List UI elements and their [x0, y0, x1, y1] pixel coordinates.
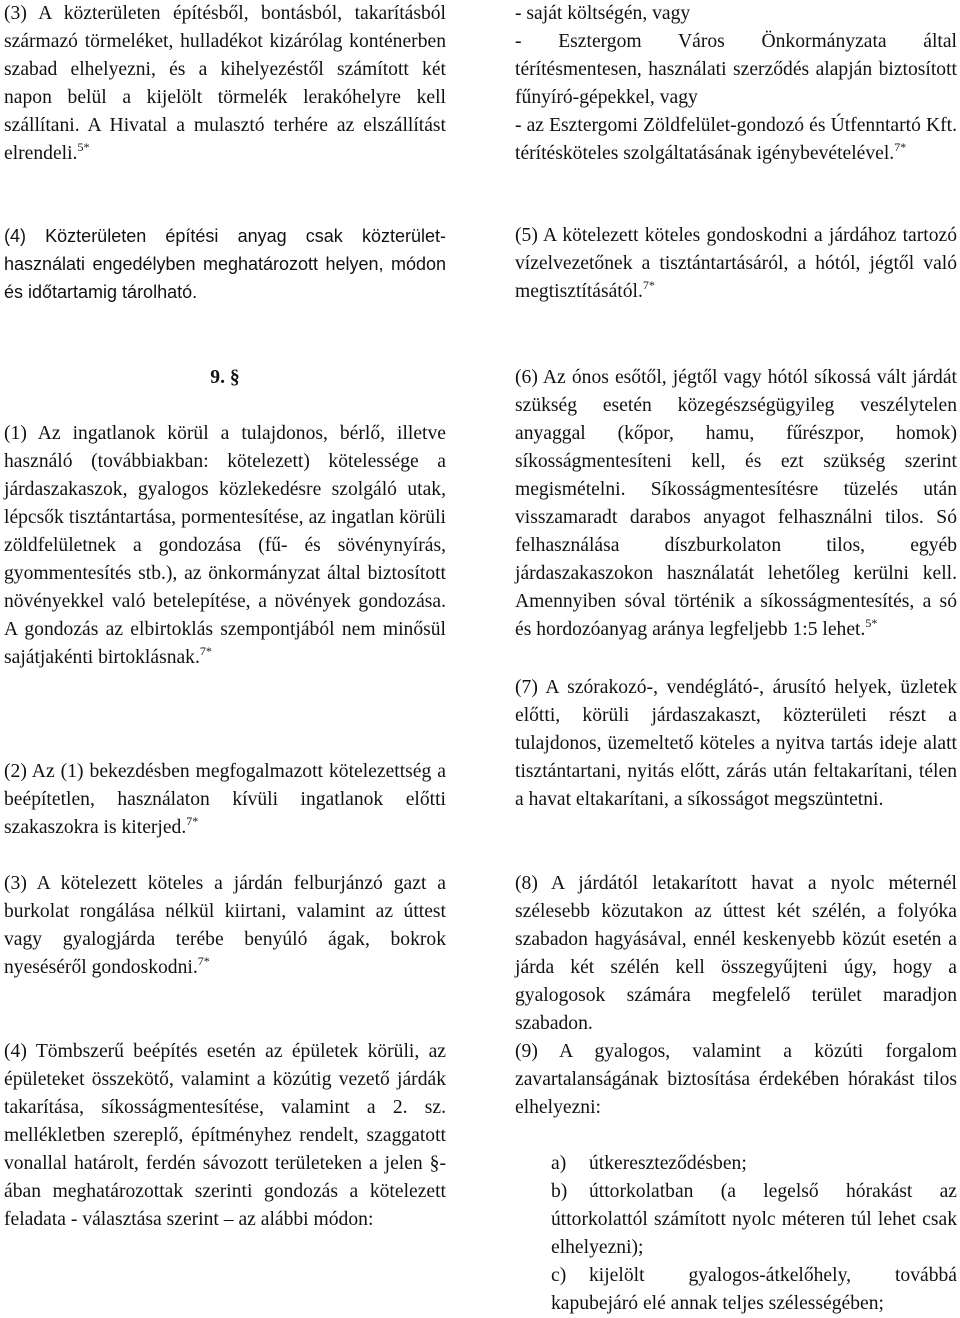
footnote-ref: 7*	[186, 814, 199, 828]
paragraph-9-4: (4) Tömbszerű beépítés esetén az épületek körüli, az épületeket összekötő, valamint a közútig vezető járdák takarítása, síkosságmentesítése, valamint a 2. sz. mellékletben szereplő, építményhez rendelt, szaggatott vonallal határolt, ferdén sávozott területeken a jelen §-ában meghatározottak szerinti gondozás a kötelezett feladata - választása szerint – az alábbi módon:	[4, 1041, 446, 1230]
method-list: - saját költségén, vagy - Esztergom Város Önkormányzata által térítésmentesen, használati szerződés alapján biztosított fűnyíró-gépekkel, vagy - az Esztergomi Zöldfelület-gondozó és Útfenntartó Kft. térítésköteles szolgáltatásának igénybevételével.$^{7*}$	[515, 3, 957, 164]
paragraph-8-4: (4) Közterületen építési anyag csak közterület-használati engedélyben meghatározott helyen, módon és időtartamig tárolható.	[4, 226, 446, 302]
list-item-a: a) útkereszteződésben;	[551, 1153, 747, 1174]
footnote-ref: 7*	[197, 954, 210, 968]
paragraph-9-8: (8) A járdától letakarított havat a nyolc méternél szélesebb közutakon az úttest két szélén, a folyóka szabadon hagyásával, ennél keskenyebb közút esetén a járda két szélén kell összegyűjteni úgy, hogy a gyalogosok számára megfelelő terület maradjon szabadon.	[515, 873, 957, 1034]
paragraph-9-7: (7) A szórakozó-, vendéglátó-, árusító helyek, üzletek előtti, körüli járdaszakaszt, közterületi részt a tulajdonos, üzemeltető köteles a nyitva tartás ideje alatt tisztántartani, nyitás előtt, zárás után feltakarítani, télen a havat eltakarítani, a síkosságot megszüntetni.	[515, 677, 957, 810]
paragraph-9-9: (9) A gyalogos, valamint a közúti forgalom zavartalanságának biztosítása érdekében hórakást tilos elhelyezni:	[515, 1041, 957, 1118]
footnote-ref: 5*	[865, 616, 878, 630]
paragraph-9-1: (1) Az ingatlanok körül a tulajdonos, bérlő, illetve használó (továbbiakban: kötelezett) kötelessége a járdaszakaszok, gyalogos közlekedésre szolgáló utak, lépcsők tisztántartása, pormentesítése, az ingatlan körüli zöldfelületnek a gondozása (fű- és sövénynyírás, gyommentesítés stb.), az önkormányzat által biztosított növényekkel való betelepítése, a növények gondozása. A gondozás az elbirtoklás szempontjából nem minősül sajátjakénti birtoklásnak.$^{7*}$	[4, 423, 446, 668]
footnote-ref: 7*	[894, 140, 907, 154]
paragraph-9-3: (3) A kötelezett köteles a járdán felburjánzó gazt a burkolat rongálása nélkül kiirtani, valamint az úttest vagy gyalogjárda terébe benyúló ágak, bokrok nyeséséről gondoskodni.$^{7*}$	[4, 873, 446, 978]
footnote-ref: 7*	[642, 278, 655, 292]
footnote-ref: 5*	[77, 140, 90, 154]
section-heading: 9. §	[210, 367, 240, 388]
paragraph-8-3: (3) A közterületen építésből, bontásból, takarításból származó törmeléket, hulladékot kizárólag konténerben szabad elhelyezni, és a kihelyezéstől számított két napon belül a kijelölt törmelék lerakóhelyre kell szállítani. A Hivatal a mulasztó terhére az elszállítást elrendeli.$^{5*}$	[4, 3, 446, 164]
paragraph-9-2: (2) Az (1) bekezdésben megfogalmazott kötelezettség a beépítetlen, használaton kívüli ingatlanok előtti szakaszokra is kiterjed.$^{7*}$	[4, 761, 446, 838]
list-item-c: c) kijelölt gyalogos-átkelőhely, továbbá kapubejáró elé annak teljes szélességében;	[551, 1265, 957, 1314]
paragraph-9-5: (5) A kötelezett köteles gondoskodni a járdához tartozó vízelvezetőnek a tisztántartásáról, a hótól, jégtől való megtisztításától.$^{7*}$	[515, 225, 957, 302]
paragraph-9-6: (6) Az ónos esőtől, jégtől vagy hótól síkossá vált járdát szükség esetén közegészségügyileg veszélytelen anyaggal (kőpor, hamu, fűrészpor, homok) síkosságmentesíteni kell, és ezt szükség szerint megismételni. Síkosságmentesítésre tüzelés után visszamaradt darabos anyagot felhasználni tilos. Só felhasználása díszburkolaton tilos, egyéb járdaszakaszokon használatát lehetőleg kerülni kell. Amennyiben sóval történik a síkosságmentesítés, a só és hordozóanyag aránya legfeljebb 1:5 lehet.$^{5*}$	[515, 367, 957, 640]
list-item-b: b) úttorkolatban (a legelső hórakást az úttorkolattól számított nyolc méteren túl lehet csak elhelyezni);	[551, 1181, 957, 1258]
footnote-ref: 7*	[199, 644, 212, 658]
